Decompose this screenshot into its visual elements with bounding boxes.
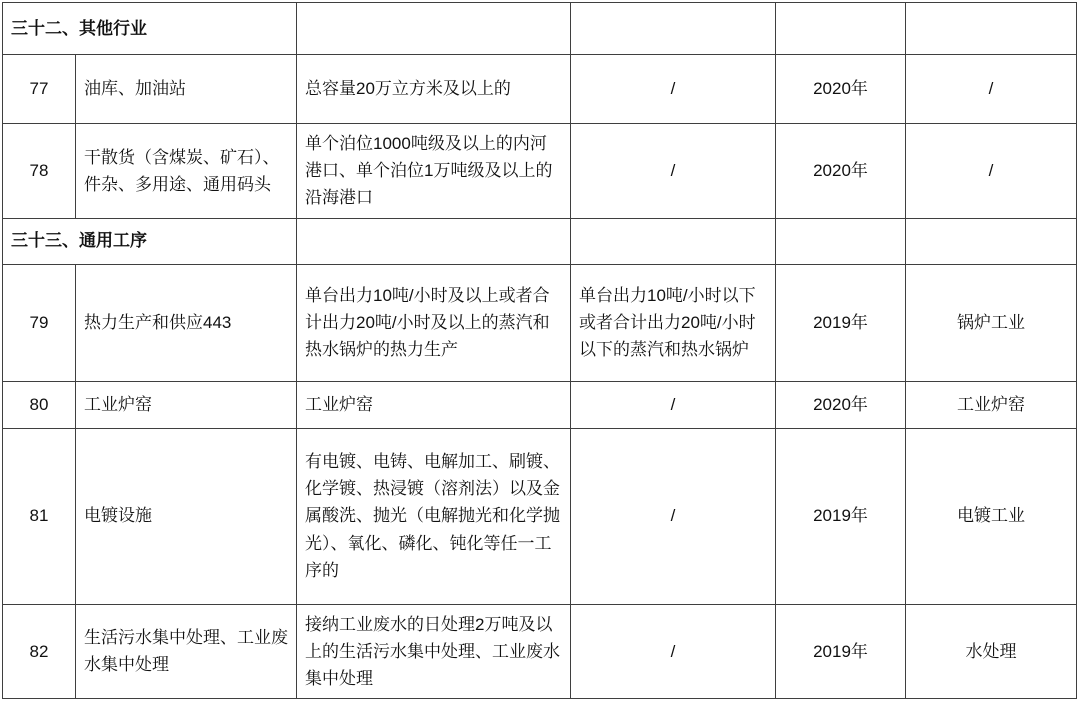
cell-year: 2019年 xyxy=(776,264,906,381)
cell-scope-major: 单台出力10吨/小时及以上或者合计出力20吨/小时及以上的蒸汽和热水锅炉的热力生产 xyxy=(297,264,571,381)
empty-cell xyxy=(297,218,571,264)
cell-row-number: 81 xyxy=(3,428,76,604)
cell-scope-major: 总容量20万立方米及以上的 xyxy=(297,55,571,124)
section-title: 三十三、通用工序 xyxy=(3,218,297,264)
cell-year: 2019年 xyxy=(776,604,906,699)
cell-row-number: 77 xyxy=(3,55,76,124)
table-row xyxy=(3,55,1077,124)
empty-cell xyxy=(906,3,1077,55)
cell-year: 2019年 xyxy=(776,428,906,604)
cell-row-number: 80 xyxy=(3,381,76,428)
section-row xyxy=(3,218,1077,264)
cell-scope-minor: / xyxy=(571,55,776,124)
cell-scope-minor: / xyxy=(571,604,776,699)
section-row xyxy=(3,3,1077,55)
empty-cell xyxy=(906,218,1077,264)
cell-row-number: 78 xyxy=(3,124,76,219)
cell-category: 工业炉窑 xyxy=(906,381,1077,428)
cell-category: 电镀工业 xyxy=(906,428,1077,604)
table-row xyxy=(3,381,1077,428)
cell-scope-major: 有电镀、电铸、电解加工、刷镀、化学镀、热浸镀（溶剂法）以及金属酸洗、抛光（电解抛光和化学抛光）、氧化、磷化、钝化等任一工序的 xyxy=(297,428,571,604)
cell-category: / xyxy=(906,124,1077,219)
table-row xyxy=(3,264,1077,381)
cell-row-number: 82 xyxy=(3,604,76,699)
empty-cell xyxy=(776,3,906,55)
empty-cell xyxy=(571,3,776,55)
cell-industry: 干散货（含煤炭、矿石）、件杂、多用途、通用码头 xyxy=(76,124,297,219)
cell-scope-minor: / xyxy=(571,428,776,604)
cell-scope-major: 单个泊位1000吨级及以上的内河港口、单个泊位1万吨级及以上的沿海港口 xyxy=(297,124,571,219)
cell-category: 锅炉工业 xyxy=(906,264,1077,381)
cell-year: 2020年 xyxy=(776,55,906,124)
cell-scope-minor: / xyxy=(571,124,776,219)
table-row xyxy=(3,428,1077,604)
cell-industry: 工业炉窑 xyxy=(76,381,297,428)
cell-industry: 油库、加油站 xyxy=(76,55,297,124)
cell-row-number: 79 xyxy=(3,264,76,381)
cell-industry: 生活污水集中处理、工业废水集中处理 xyxy=(76,604,297,699)
empty-cell xyxy=(297,3,571,55)
cell-industry: 热力生产和供应443 xyxy=(76,264,297,381)
cell-category: 水处理 xyxy=(906,604,1077,699)
cell-year: 2020年 xyxy=(776,381,906,428)
cell-year: 2020年 xyxy=(776,124,906,219)
section-title: 三十二、其他行业 xyxy=(3,3,297,55)
cell-scope-major: 工业炉窑 xyxy=(297,381,571,428)
cell-category: / xyxy=(906,55,1077,124)
cell-scope-minor: / xyxy=(571,381,776,428)
empty-cell xyxy=(571,218,776,264)
table-row xyxy=(3,604,1077,699)
industry-category-table xyxy=(2,2,1077,699)
cell-scope-minor: 单台出力10吨/小时以下或者合计出力20吨/小时以下的蒸汽和热水锅炉 xyxy=(571,264,776,381)
table-row xyxy=(3,124,1077,219)
empty-cell xyxy=(776,218,906,264)
cell-industry: 电镀设施 xyxy=(76,428,297,604)
cell-scope-major: 接纳工业废水的日处理2万吨及以上的生活污水集中处理、工业废水集中处理 xyxy=(297,604,571,699)
